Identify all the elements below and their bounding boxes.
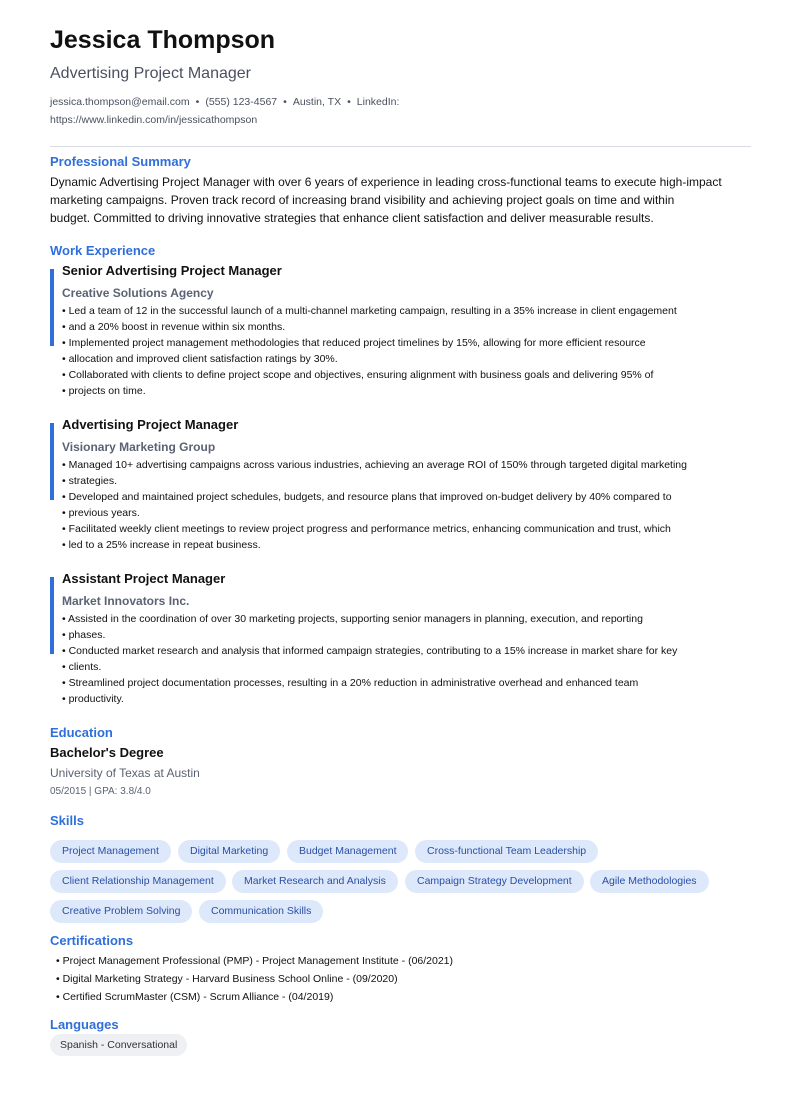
job-bullet-line: • Led a team of 12 in the successful launch of a multi-channel marketing campaign, resulting in a 35% increase in client engagement xyxy=(62,305,677,317)
summary-line: Dynamic Advertising Project Manager with over 6 years of experience in leading cross-functional teams to execute high-impact xyxy=(50,175,722,189)
job-accent-bar xyxy=(50,577,54,654)
job-bullet-line: • productivity. xyxy=(62,693,124,705)
job-company: Market Innovators Inc. xyxy=(62,594,190,608)
education-school: University of Texas at Austin xyxy=(50,766,200,780)
experience-heading: Work Experience xyxy=(50,243,156,258)
linkedin-label: LinkedIn: xyxy=(356,96,400,108)
education-meta: 05/2015 | GPA: 3.8/4.0 xyxy=(50,786,151,797)
skill-chip: Market Research and Analysis xyxy=(232,870,398,893)
job-bullet-line: • Managed 10+ advertising campaigns across various industries, achieving an average ROI of 150% through targeted digital marketing xyxy=(62,459,687,471)
skill-chip: Budget Management xyxy=(287,840,408,863)
job-title: Senior Advertising Project Manager xyxy=(62,263,282,278)
skill-chip: Digital Marketing xyxy=(178,840,280,863)
education-degree: Bachelor's Degree xyxy=(50,745,164,760)
job-title: Assistant Project Manager xyxy=(62,571,226,586)
job-bullet-line: • Implemented project management methodologies that reduced project timelines by 15%, allowing for more efficient resource xyxy=(62,337,646,349)
certification-item: • Project Management Professional (PMP) - Project Management Institute - (06/2021) xyxy=(56,955,454,967)
job-bullet-line: • Developed and maintained project schedules, budgets, and resource plans that improved on-budget delivery by 40% compared to xyxy=(62,491,672,503)
language-chip: Spanish - Conversational xyxy=(50,1034,187,1056)
job-accent-bar xyxy=(50,269,54,346)
job-bullet-line: • led to a 25% increase in repeat business. xyxy=(62,539,261,551)
job-accent-bar xyxy=(50,423,54,500)
skill-chip: Client Relationship Management xyxy=(50,870,226,893)
education-heading: Education xyxy=(50,725,113,740)
languages-heading: Languages xyxy=(50,1017,119,1032)
job-bullet-line: • allocation and improved client satisfaction ratings by 30%. xyxy=(62,353,338,365)
skill-chip: Creative Problem Solving xyxy=(50,900,192,923)
summary-heading: Professional Summary xyxy=(50,154,191,169)
skill-chip: Project Management xyxy=(50,840,171,863)
job-bullet-line: • previous years. xyxy=(62,507,140,519)
certification-item: • Digital Marketing Strategy - Harvard Business School Online - (09/2020) xyxy=(56,973,398,985)
job-company: Creative Solutions Agency xyxy=(62,286,214,300)
email-link[interactable]: jessica.thompson@email.com xyxy=(50,96,190,108)
job-bullet-line: • clients. xyxy=(62,661,102,673)
location-text: Austin, TX xyxy=(292,96,342,108)
separator: • xyxy=(347,96,351,108)
certifications-heading: Certifications xyxy=(50,933,134,948)
job-bullet-line: • phases. xyxy=(62,629,106,641)
separator: • xyxy=(195,96,200,108)
skill-chip: Cross-functional Team Leadership xyxy=(415,840,598,863)
job-bullet-line: • strategies. xyxy=(62,475,118,487)
summary-line: marketing campaigns. Proven track record of increasing brand visibility and achieving project goals on time and within xyxy=(50,193,675,207)
job-bullet-line: • Facilitated weekly client meetings to review project progress and performance metrics, enhancing communication and trust, which xyxy=(62,523,671,535)
candidate-role: Advertising Project Manager xyxy=(50,65,251,82)
linkedin-link[interactable]: https://www.linkedin.com/in/jessicathompson xyxy=(50,114,258,126)
header-divider xyxy=(50,146,751,147)
job-bullet-line: • Assisted in the coordination of over 30 marketing projects, supporting senior managers in planning, execution, and reporting xyxy=(62,613,643,625)
job-title: Advertising Project Manager xyxy=(62,417,239,432)
job-bullet-line: • Streamlined project documentation processes, resulting in a 20% reduction in administrative overhead and enhanced team xyxy=(62,677,639,689)
job-bullet-line: • projects on time. xyxy=(62,385,146,397)
skill-chip: Communication Skills xyxy=(199,900,323,923)
job-bullet-line: • and a 20% boost in revenue within six months. xyxy=(62,321,286,333)
summary-line: budget. Committed to driving innovative strategies that enhance client satisfaction and deliver measurable results. xyxy=(50,211,654,225)
job-company: Visionary Marketing Group xyxy=(62,440,216,454)
skills-heading: Skills xyxy=(50,813,84,828)
certification-item: • Certified ScrumMaster (CSM) - Scrum Alliance - (04/2019) xyxy=(56,991,334,1003)
contact-line xyxy=(50,96,399,108)
separator: • xyxy=(283,96,287,108)
skill-chip: Campaign Strategy Development xyxy=(405,870,584,893)
job-bullet-line: • Collaborated with clients to define project scope and objectives, ensuring alignment with business goals and delivering 95% of xyxy=(62,369,654,381)
job-bullet-line: • Conducted market research and analysis that informed campaign strategies, contributing to a 15% increase in market share for key xyxy=(62,645,678,657)
candidate-name: Jessica Thompson xyxy=(50,26,276,54)
skill-chip: Agile Methodologies xyxy=(590,870,709,893)
phone-text: (555) 123-4567 xyxy=(205,96,278,108)
